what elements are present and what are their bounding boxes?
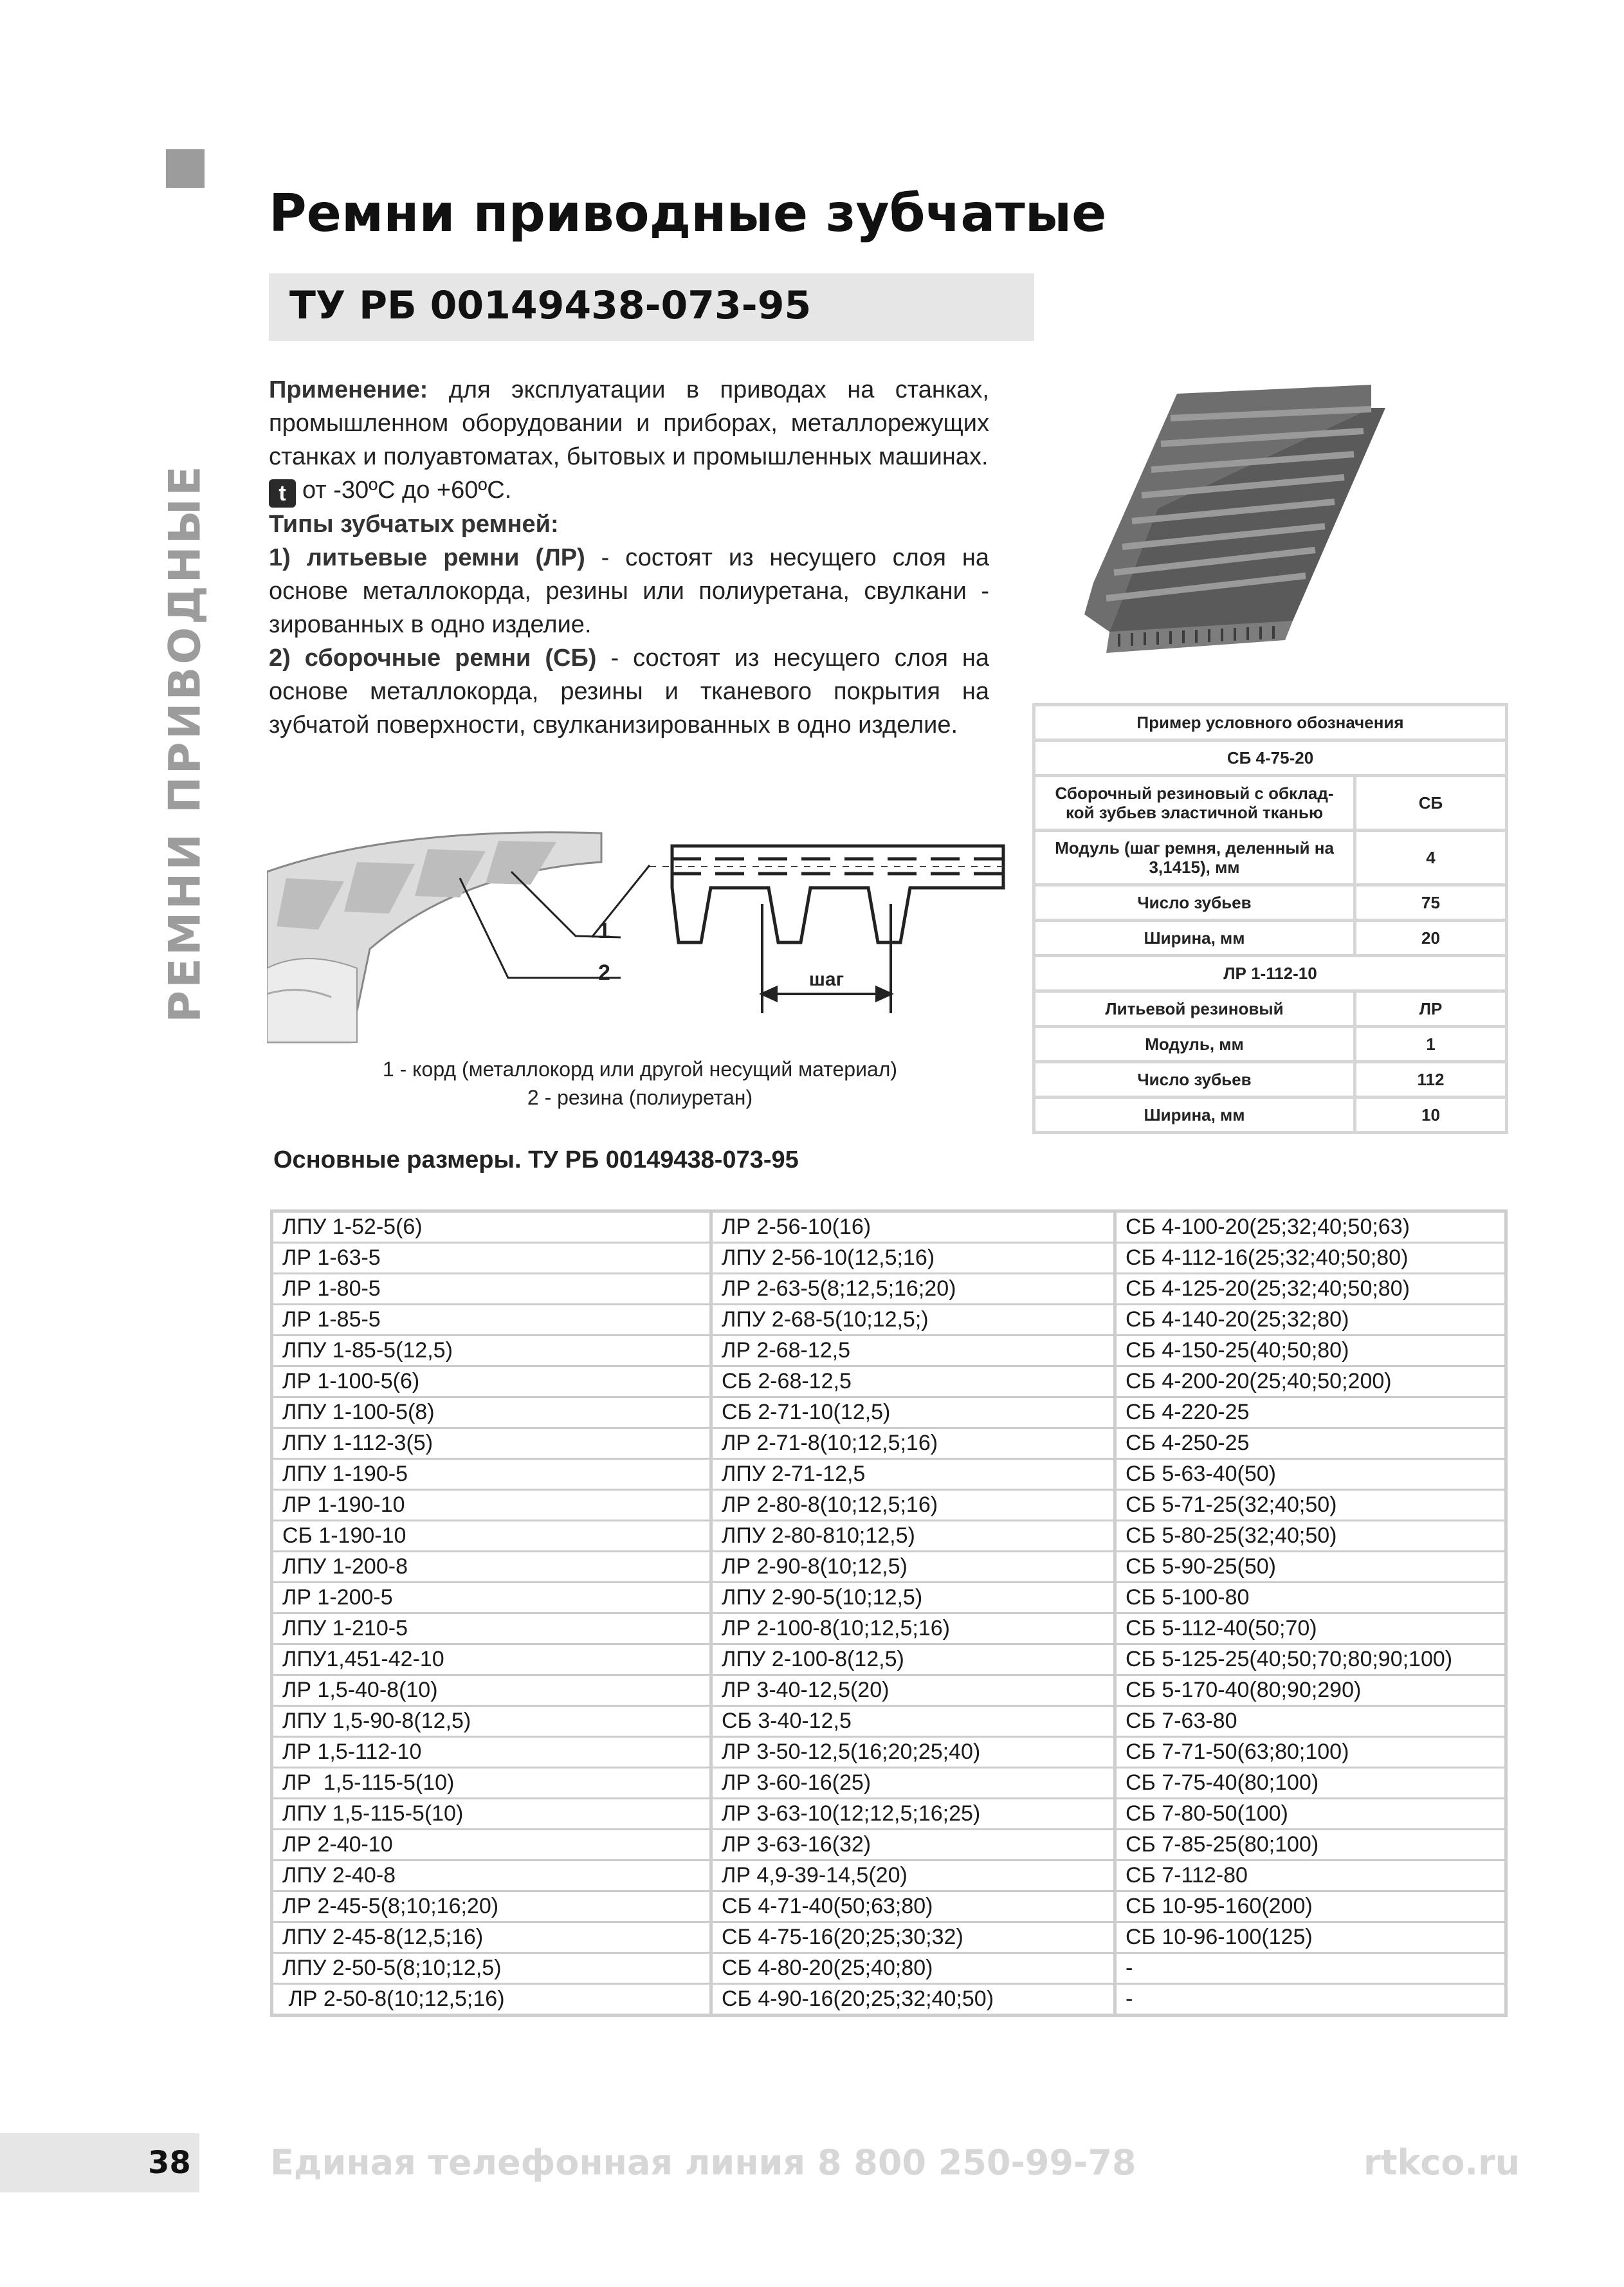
table-cell: ЛПУ 1-112-3(5) — [273, 1429, 713, 1460]
table-row — [273, 1676, 1504, 1707]
example-label: Сборочный резиновый с обклад- кой зубьев эластичной тканью — [1036, 777, 1356, 832]
table-cell: ЛР 2-63-5(8;12,5;16;20) — [713, 1274, 1117, 1305]
example-label: Число зубьев — [1036, 886, 1356, 922]
table-cell: СБ 5-112-40(50;70) — [1117, 1614, 1504, 1645]
table-cell: ЛР 1-63-5 — [273, 1244, 713, 1274]
table-cell: ЛР 2-80-8(10;12,5;16) — [713, 1491, 1117, 1521]
example-label: Литьевой резиновый — [1036, 993, 1356, 1028]
table-cell: СБ 4-90-16(20;25;32;40;50) — [713, 1985, 1117, 2014]
table-cell: СБ 7-85-25(80;100) — [1117, 1830, 1504, 1861]
example-label: Модуль, мм — [1036, 1028, 1356, 1063]
table-cell: СБ 4-112-16(25;32;40;50;80) — [1117, 1244, 1504, 1274]
table-row — [273, 1367, 1504, 1398]
table-cell: ЛПУ1,451-42-10 — [273, 1645, 713, 1676]
example-header-row — [1036, 706, 1505, 742]
table-cell: ЛР 2-56-10(16) — [713, 1213, 1117, 1244]
table-cell: СБ 4-150-25(40;50;80) — [1117, 1336, 1504, 1367]
example-label: Модуль (шаг ремня, деленный на 3,1415), мм — [1036, 832, 1356, 886]
application-paragraph — [269, 373, 989, 473]
example-row — [1036, 777, 1505, 832]
type2-text: - состоят из несущего слоя на основе металлокорда, резины и тканевого покрытия на зубчатой поверхности, свулканизированных в одно изделие. — [269, 645, 990, 739]
types-title: Типы зубчатых ремней: — [269, 511, 559, 538]
table-cell: - — [1126, 1987, 1133, 2011]
example-label: Ширина, мм — [1036, 1099, 1356, 1131]
table-cell: - — [1117, 1954, 1504, 1985]
table-cell: СБ 4-75-16(20;25;30;32) — [713, 1923, 1117, 1954]
example-value: СБ — [1356, 777, 1505, 832]
footer-phone: Единая телефонная линия 8 800 250-99-78 — [270, 2142, 1136, 2183]
example-row — [1036, 1028, 1505, 1063]
table-cell: ЛПУ 1-190-5 — [273, 1460, 713, 1491]
table-cell: СБ 5-170-40(80;90;290) — [1117, 1676, 1504, 1707]
table-row — [273, 1429, 1504, 1460]
diagram-legend — [270, 1055, 1010, 1112]
table-cell: СБ 5-90-25(50) — [1117, 1552, 1504, 1583]
table-cell: ЛР 1-200-5 — [273, 1583, 713, 1614]
example-code-row — [1036, 957, 1505, 993]
example-code-row — [1036, 742, 1505, 777]
table-cell: ЛПУ 2-56-10(12,5;16) — [713, 1244, 1117, 1274]
example-header: Пример условного обозначения — [1036, 706, 1505, 742]
table-cell: ЛР 3-50-12,5(16;20;25;40) — [713, 1738, 1117, 1768]
table-row — [273, 1614, 1504, 1645]
table-cell: СБ 7-112-80 — [1117, 1861, 1504, 1892]
side-marker — [166, 149, 205, 188]
table-cell: ЛР 1-85-5 — [273, 1305, 713, 1336]
table-cell: ЛР 1,5-115-5(10) — [273, 1768, 713, 1799]
table-cell: СБ 4-125-20(25;32;40;50;80) — [1117, 1274, 1504, 1305]
table-row — [273, 1861, 1504, 1892]
table-cell: СБ 2-68-12,5 — [713, 1367, 1117, 1398]
sizes-table — [270, 1209, 1508, 2017]
table-cell: СБ 5-63-40(50) — [1117, 1460, 1504, 1491]
application-label: Применение: — [269, 376, 428, 403]
legend-line-1: 1 - корд (металлокорд или другой несущий материал) — [382, 1058, 898, 1081]
table-row — [273, 1274, 1504, 1305]
type2-paragraph — [269, 641, 989, 742]
side-section-label: РЕМНИ ПРИВОДНЫЕ — [160, 463, 211, 1023]
example-row — [1036, 1099, 1505, 1131]
table-cell: ЛР 2-40-10 — [273, 1830, 713, 1861]
table-row — [273, 1583, 1504, 1614]
table-cell: ЛР 1,5-40-8(10) — [273, 1676, 713, 1707]
table-cell: СБ 4-80-20(25;40;80) — [713, 1954, 1117, 1985]
table-cell: ЛПУ 2-68-5(10;12,5;) — [713, 1305, 1117, 1336]
table-row — [273, 1738, 1504, 1768]
table-cell: ЛПУ 1-200-8 — [273, 1552, 713, 1583]
table-row — [273, 1460, 1504, 1491]
table-cell: СБ 10-96-100(125) — [1117, 1923, 1504, 1954]
sizes-table-body — [273, 1213, 1504, 2014]
table-cell: СБ 7-63-80 — [1117, 1707, 1504, 1738]
type1-paragraph — [269, 541, 989, 641]
example-row — [1036, 832, 1505, 886]
type1-label: 1) литьевые ремни (ЛР) — [269, 544, 585, 571]
table-row — [273, 1985, 1504, 2014]
table-cell: ЛР 2-45-5(8;10;16;20) — [273, 1892, 713, 1923]
table-cell: ЛПУ 1-210-5 — [273, 1614, 713, 1645]
type2-label: 2) сборочные ремни (СБ) — [269, 645, 597, 672]
diagram-label-1: 1 — [598, 919, 610, 943]
example-value: 20 — [1356, 922, 1505, 957]
table-row — [273, 1336, 1504, 1367]
temperature-text: от -30ºС до +60ºС. — [302, 477, 512, 504]
table-cell: ЛР 4,9-39-14,5(20) — [713, 1861, 1117, 1892]
diagram-label-2: 2 — [598, 960, 610, 985]
table-cell: ЛПУ 2-71-12,5 — [713, 1460, 1117, 1491]
table-cell: СБ 4-71-40(50;63;80) — [713, 1892, 1117, 1923]
belt-diagram — [267, 801, 1010, 1045]
table-cell: ЛПУ 2-80-810;12,5) — [713, 1521, 1117, 1552]
table-cell: СБ 4-100-20(25;32;40;50;63) — [1117, 1213, 1504, 1244]
belt-illustration-3d — [267, 832, 601, 1042]
temperature-icon: t — [269, 479, 296, 508]
table-cell: СБ 5-71-25(32;40;50) — [1117, 1491, 1504, 1521]
table-cell: ЛПУ 1-85-5(12,5) — [273, 1336, 713, 1367]
page-title: Ремни приводные зубчатые — [269, 183, 1107, 243]
table-cell: ЛР 3-40-12,5(20) — [713, 1676, 1117, 1707]
table-cell: ЛР 1-80-5 — [273, 1274, 713, 1305]
example-value: 4 — [1356, 832, 1505, 886]
table-row — [273, 1799, 1504, 1830]
table-cell: СБ 4-250-25 — [1117, 1429, 1504, 1460]
table-row — [273, 1398, 1504, 1429]
sizes-title: Основные размеры. ТУ РБ 00149438-073-95 — [273, 1146, 799, 1173]
example-label: Ширина, мм — [1036, 922, 1356, 957]
temperature-line — [269, 473, 989, 508]
table-row — [273, 1645, 1504, 1676]
legend-line-2: 2 - резина (полиуретан) — [527, 1086, 753, 1109]
table-cell: ЛПУ 1,5-115-5(10) — [273, 1799, 713, 1830]
table-row — [273, 1213, 1504, 1244]
table-row — [273, 1491, 1504, 1521]
table-row — [273, 1244, 1504, 1274]
table-row — [273, 1305, 1504, 1336]
table-row — [273, 1707, 1504, 1738]
table-cell: ЛПУ 1,5-90-8(12,5) — [273, 1707, 713, 1738]
intro-text — [269, 373, 989, 742]
example-value: 10 — [1421, 1105, 1440, 1125]
example-row — [1036, 993, 1505, 1028]
types-title-line — [269, 508, 989, 541]
table-row — [273, 1552, 1504, 1583]
table-row — [273, 1923, 1504, 1954]
table-cell: СБ 3-40-12,5 — [713, 1707, 1117, 1738]
example-row — [1036, 886, 1505, 922]
application-text: для эксплуатации в приводах на станках, промышленном оборудовании и приборах, металлорежущих станках и полуавтоматах, бытовых и промышленных машинах. — [269, 376, 989, 470]
example-code-2: ЛР 1-112-10 — [1036, 957, 1505, 993]
table-row — [273, 1830, 1504, 1861]
table-cell: ЛПУ 2-100-8(12,5) — [713, 1645, 1117, 1676]
table-cell: ЛПУ 1-52-5(6) — [273, 1213, 713, 1244]
belt-photo — [1081, 380, 1415, 656]
table-cell: ЛР 2-90-8(10;12,5) — [713, 1552, 1117, 1583]
table-cell: ЛР 2-71-8(10;12,5;16) — [713, 1429, 1117, 1460]
table-cell: СБ 5-80-25(32;40;50) — [1117, 1521, 1504, 1552]
table-cell: ЛПУ 2-90-5(10;12,5) — [713, 1583, 1117, 1614]
footer-site: rtkco.ru — [1364, 2142, 1520, 2183]
table-cell: ЛПУ 2-50-5(8;10;12,5) — [273, 1954, 713, 1985]
belt-profile — [650, 846, 1010, 942]
table-cell: ЛР 3-63-16(32) — [713, 1830, 1117, 1861]
table-cell: СБ 4-200-20(25;40;50;200) — [1117, 1367, 1504, 1398]
table-row — [273, 1892, 1504, 1923]
table-cell: СБ 4-220-25 — [1117, 1398, 1504, 1429]
example-value: 75 — [1356, 886, 1505, 922]
example-label: Число зубьев — [1036, 1063, 1356, 1099]
table-cell: СБ 7-75-40(80;100) — [1117, 1768, 1504, 1799]
table-row — [273, 1768, 1504, 1799]
table-cell: СБ 5-125-25(40;50;70;80;90;100) — [1117, 1645, 1504, 1676]
table-cell: СБ 7-71-50(63;80;100) — [1117, 1738, 1504, 1768]
table-cell: ЛР 2-100-8(10;12,5;16) — [713, 1614, 1117, 1645]
table-row — [273, 1521, 1504, 1552]
table-cell: ЛР 2-68-12,5 — [713, 1336, 1117, 1367]
table-cell: СБ 5-100-80 — [1117, 1583, 1504, 1614]
table-cell: ЛР 1-190-10 — [273, 1491, 713, 1521]
table-cell: СБ 4-140-20(25;32;80) — [1117, 1305, 1504, 1336]
designation-example-table — [1032, 703, 1508, 1134]
table-cell: ЛР 1,5-112-10 — [273, 1738, 713, 1768]
table-cell: ЛПУ 2-40-8 — [273, 1861, 713, 1892]
table-cell: СБ 10-95-160(200) — [1117, 1892, 1504, 1923]
table-cell: СБ 7-80-50(100) — [1117, 1799, 1504, 1830]
table-cell: СБ 1-190-10 — [273, 1521, 713, 1552]
type1-text: - состоят из несущего слоя на основе металлокорда, резины или полиуретана, свулкани - зированных в одно изделие. — [269, 544, 989, 638]
example-value: ЛР — [1356, 993, 1505, 1028]
tu-heading: ТУ РБ 00149438-073-95 — [289, 283, 812, 328]
pitch-label: шаг — [808, 969, 844, 990]
example-value: 112 — [1356, 1063, 1505, 1099]
table-cell: СБ 2-71-10(12,5) — [713, 1398, 1117, 1429]
example-row — [1036, 922, 1505, 957]
page-number: 38 — [148, 2145, 191, 2181]
example-row — [1036, 1063, 1505, 1099]
table-cell: ЛПУ 2-45-8(12,5;16) — [273, 1923, 713, 1954]
example-code-1: СБ 4-75-20 — [1036, 742, 1505, 777]
example-value: 1 — [1356, 1028, 1505, 1063]
table-cell: ЛР 3-60-16(25) — [713, 1768, 1117, 1799]
table-cell: ЛПУ 1-100-5(8) — [273, 1398, 713, 1429]
table-row — [273, 1954, 1504, 1985]
table-cell: ЛР 3-63-10(12;12,5;16;25) — [713, 1799, 1117, 1830]
table-cell: ЛР 1-100-5(6) — [273, 1367, 713, 1398]
table-cell: ЛР 2-50-8(10;12,5;16) — [273, 1985, 713, 2014]
